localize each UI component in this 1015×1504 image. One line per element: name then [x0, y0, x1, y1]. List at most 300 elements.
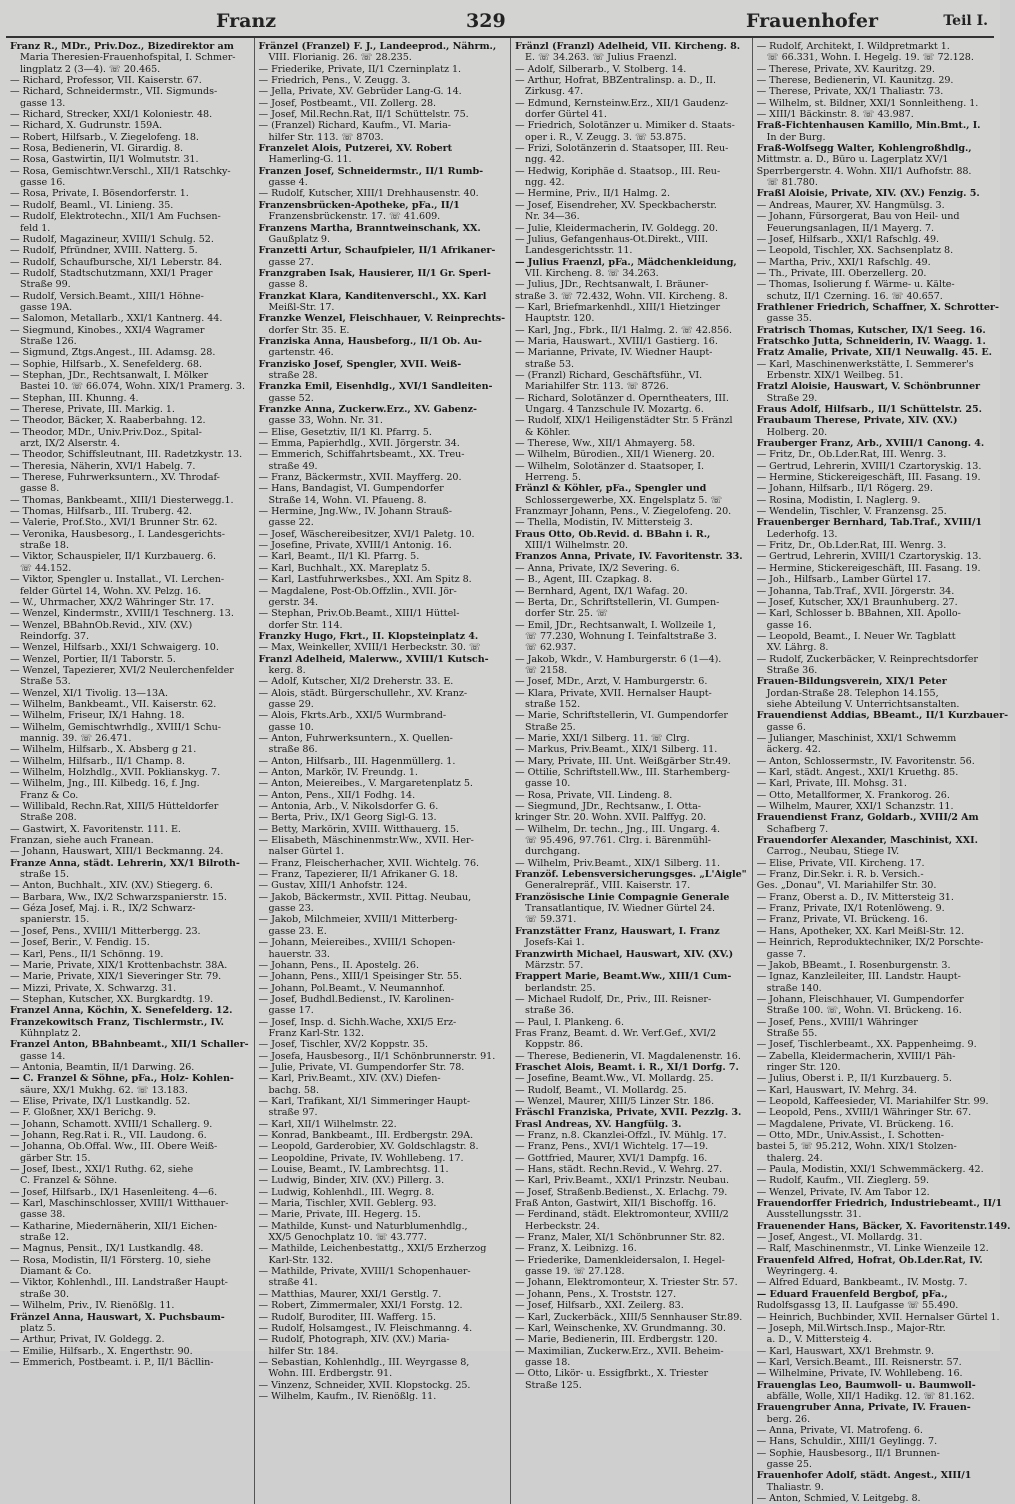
directory-entry: arzt, IX/2 Alserstr. 4. [20, 438, 120, 450]
directory-entry: — Julie, Kleidermacherin, IV. Goldegg. 20. [515, 222, 718, 234]
directory-entry: Karl-Str. 132. [268, 1254, 334, 1266]
directory-entry: Franzmayr Johann, Pens., V. Ziegelofeng. 20. [515, 506, 732, 518]
directory-entry: Fratrisch Thomas, Kutscher, IX/1 Seeg. 16. [756, 324, 986, 336]
directory-entry: — Marianne, Private, IV. Wiedner Haupt- [515, 347, 713, 359]
directory-entry: Franzkat Klara, Kanditenverschl., XX. Karl [258, 290, 487, 302]
directory-entry: abfälle, Wolle, XII/1 Hadikg. 12. ☏ 81.162. [766, 1390, 975, 1402]
directory-entry: — Josef, Hilfsarb., XXI. Zeilerg. 83. [515, 1300, 684, 1312]
directory-entry: — Leopoldine, Private, IV. Wohllebeng. 17. [258, 1152, 464, 1164]
directory-entry: straße 49. [268, 460, 318, 472]
directory-entry: — Richard, X. Gudrunstr. 159A. [10, 120, 163, 132]
directory-entry: — Gastwirt, X. Favoritenstr. 111. E. [10, 823, 181, 835]
directory-entry: Franzensbrückenstr. 17. ☏ 41.609. [268, 211, 441, 223]
directory-entry: — Wendelin, Tischler, V. Franzensg. 25. [756, 506, 947, 518]
directory-entry: — B., Agent, III. Czapkag. 8. [515, 574, 652, 586]
directory-entry: gasse 13. [20, 97, 66, 109]
directory-entry: — Alfred Eduard, Bankbeamt., IV. Mostg. 7. [756, 1277, 968, 1289]
directory-entry: — Josef, Postbeamt., VII. Zollerg. 28. [258, 97, 437, 109]
directory-entry: — Friedrich, Solotänzer u. Mimiker d. Staats- [515, 120, 735, 132]
directory-entry: Frathlener Friedrich, Schaffner, X. Schrotter- [756, 301, 999, 313]
directory-entry: — Ludwig, Kohlenhdl., III. Wegrg. 8. [258, 1186, 435, 1198]
directory-entry: — Sigmund, Ztgs.Angest., III. Adamsg. 28. [10, 347, 216, 359]
directory-entry: — Thella, Modistin, IV. Mittersteig 3. [515, 517, 693, 529]
directory-entry: ☏ 95.496, 97.761. Clrg. i. Bärenmühl- [525, 835, 711, 847]
directory-entry: — Wilhelm, st. Bildner, XXI/1 Sonnleitheng. 1. [756, 97, 979, 109]
directory-entry: — Marie, Private, XIX/1 Sieveringer Str. 79. [10, 971, 222, 983]
directory-entry: — F. Gloßner, XX/1 Berichg. 9. [10, 1107, 157, 1119]
directory-entry: — Josef, Angest., VI. Mollardg. 31. [756, 1232, 923, 1244]
directory-entry: — Johann, Pens., II. Apostelg. 26. [258, 959, 419, 971]
directory-entry: — Wenzel, Kindermstr., XVIII/1 Teschnerg. 13. [10, 608, 234, 620]
directory-entry: — Karl, Maschinschlosser, XVIII/1 Witthauer- [10, 1198, 229, 1210]
directory-entry: straße 30. [20, 1288, 69, 1300]
directory-entry: gasse 35. [766, 313, 812, 325]
directory-entry: — Antonia, Beamtin, II/1 Darwing. 26. [10, 1061, 195, 1073]
directory-entry: — Jakob, BBeamt., I. Rosenburgenstr. 3. [756, 959, 951, 971]
directory-entry: ☏ 77.230, Wohnung I. Teinfaltstraße 3. [525, 630, 717, 642]
directory-entry: — Adolf, Kutscher, XI/2 Dreherstr. 33. E. [258, 676, 454, 688]
directory-entry: — Johann, Fürsorgerat, Bau von Heil- und [756, 211, 960, 223]
directory-entry: — (Franzl) Richard, Geschäftsführ., VI. [515, 369, 703, 381]
directory-entry: — Leopold, Pens., XVIII/1 Währinger Str. 67. [756, 1107, 972, 1119]
directory-entry: — Viktor, Kohlenhdl., III. Landstraßer Haupt- [10, 1277, 228, 1289]
directory-entry: — Richard, Professor, VII. Kaiserstr. 67. [10, 75, 202, 87]
directory-entry: Herbeckstr. 24. [525, 1220, 600, 1232]
directory-entry: — Berta, Priv., IX/1 Georg Sigl-G. 13. [258, 812, 437, 824]
directory-entry: — Franz, X. Leibnizg. 16. [515, 1243, 637, 1255]
column-3 [511, 38, 753, 1504]
directory-entry: — Ferdinand, städt. Elektromonteur, XVIII/2 [515, 1209, 729, 1221]
directory-entry: gasse 8. [20, 483, 60, 495]
directory-entry: straße 140. [766, 982, 822, 994]
directory-entry: thalerg. 24. [766, 1152, 823, 1164]
directory-entry: Franzwirth Michael, Hauswart, XIV. (XV.) [515, 948, 734, 960]
directory-entry: — Wilhelm, Solotänzer d. Staatsoper, I. [515, 460, 704, 472]
directory-entry: berlandstr. 25. [525, 982, 596, 994]
directory-entry: — Josef, Hilfsarb., IX/1 Hasenleiteng. 4—6. [10, 1186, 218, 1198]
directory-entry: — Emilie, Hilfsarb., X. Engerthstr. 90. [10, 1345, 193, 1357]
directory-entry: Wohn. III. Erdbergstr. 91. [268, 1368, 393, 1380]
directory-entry: Straße 126. [20, 335, 77, 347]
directory-entry: — Hedwig, Koriphäe d. Staatsop., III. Reu- [515, 165, 721, 177]
directory-entry: Frauendorfer Alexander, Maschinist, XXI. [756, 835, 978, 847]
directory-entry: — Johann, Hilfsarb., II/1 Rögerg. 29. [756, 483, 933, 495]
directory-entry: gasse 52. [268, 392, 314, 404]
directory-entry: gasse 29. [268, 698, 314, 710]
directory-entry: gasse 25. [766, 1458, 812, 1470]
directory-entry: Franzel Anton, BBahnbeamt., XII/1 Schaller- [10, 1039, 249, 1051]
directory-entry: — Berta, Dr., Schriftstellerin, VI. Gumpen- [515, 596, 720, 608]
directory-entry: In der Burg. [766, 131, 826, 143]
directory-entry: Josefs-Kai 1. [525, 937, 585, 949]
directory-entry: — Karl, Priv.Beamt., XIV. (XV.) Diefen- [258, 1073, 441, 1085]
directory-entry: — Wilhelm, Maurer, XXI/1 Schanzstr. 11. [756, 801, 954, 813]
directory-entry: Frauenberger Bernhard, Tab.Traf., XVIII/1 [756, 517, 983, 529]
directory-entry: — Friederike, Damenkleidersalon, I. Hegel- [515, 1254, 725, 1266]
directory-entry: — Therese, Bedienerin, VI. Kaunitzg. 29. [756, 75, 954, 87]
directory-entry: Frauendienst Franz, Goldarb., XVIII/2 Am [756, 812, 979, 824]
directory-entry: straße 28. [268, 369, 318, 381]
directory-entry: — Josef, Tischlerbeamt., XX. Pappenheimg. 9. [756, 1039, 977, 1051]
part-label: Teil I. [943, 13, 988, 29]
directory-entry: — Karl, Hauswart, IV. Mehrg. 34. [756, 1084, 917, 1096]
directory-columns [6, 38, 1011, 1504]
directory-entry: — Leopold, Beamt., I. Neuer Wr. Tagblatt [756, 630, 956, 642]
directory-entry: — Louise, Beamt., IV. Lambrechtsg. 11. [258, 1164, 449, 1176]
directory-entry: VIII. Florianig. 26. ☏ 28.235. [268, 52, 412, 64]
directory-entry: — Marie, Private, III. Hegerg. 15. [258, 1209, 421, 1221]
directory-entry: — Ottilie, Schriftstell.Ww., III. Starhemberg- [515, 767, 730, 778]
directory-entry: gasse 10. [268, 721, 314, 733]
directory-entry: — Paula, Modistin, XXI/1 Schwemmäckerg. 42. [756, 1164, 984, 1176]
directory-entry: — Joh., Hilfsarb., Lamber Gürtel 17. [756, 574, 931, 586]
directory-entry: — Rosa, Private, I. Bösendorferstr. 1. [10, 188, 189, 200]
directory-entry: — Johann, Meiereibes., XVIII/1 Schopen- [258, 937, 456, 949]
directory-entry: Hamerling-G. 11. [268, 154, 352, 166]
directory-entry: siehe Abteilung V. Unterrichtsanstalten. [766, 698, 960, 710]
header-last-name: Frauenhofer [746, 10, 878, 32]
directory-entry: Carrog., Neubau, Stiege IV. [766, 846, 900, 858]
directory-entry: oper i. R., V. Zeugg. 3. ☏ 53.875. [525, 131, 687, 143]
directory-entry: — Marie, XXI/1 Silberg. 11. ☏ Clrg. [515, 732, 690, 744]
directory-entry: — Karl, Private, III. Mohsg. 31. [756, 778, 907, 790]
directory-entry: — Therese, Private, XV. Kauritzg. 29. [756, 63, 935, 75]
directory-entry: — Rudolf, Beaml., VI. Linieng. 35. [10, 199, 174, 211]
directory-entry: — Jakob, Bäckermstr., XVII. Pittag. Neubau, [258, 891, 472, 903]
directory-entry: — Therese, Bedienerin, VI. Magdalenenstr. 16. [515, 1050, 741, 1062]
directory-entry: Franzekowitsch Franz, Tischlermstr., IV. [10, 1016, 224, 1028]
directory-entry: felder Gürtel 14, Wohn. XV. Pelzg. 16. [20, 585, 202, 597]
directory-entry: — Fritz, Dr., Ob.Lder.Rat, III. Wenrg. 3. [756, 540, 947, 552]
directory-entry: — Johann, Pol.Beamt., V. Neumannhof. [258, 982, 445, 994]
directory-entry: — Salomon, Metallarb., XXI/1 Kantnerg. 44. [10, 313, 223, 325]
directory-entry: Weyringerg. 4. [766, 1266, 838, 1278]
page-header [6, 6, 994, 38]
directory-entry: ngg. 42. [525, 177, 565, 189]
directory-entry: — Anton, Markör, IV. Freundg. 1. [258, 767, 418, 778]
directory-entry: straße 3. ☏ 72.432, Wohn. VII. Kircheng. 8. [515, 290, 728, 302]
directory-entry: — Wilhelm, Kaufm., IV. Rienößlg. 11. [258, 1390, 437, 1402]
directory-entry: Maria Theresien-Frauenhofspital, I. Schmer- [20, 52, 236, 64]
directory-entry: gasse 23. [268, 903, 314, 915]
directory-entry: — Heinrich, Reproduktechniker, IX/2 Porschte- [756, 937, 984, 949]
directory-entry: — Heinrich, Buchbinder, XVII. Hernalser Gürtel 1. [756, 1311, 1000, 1323]
directory-entry: — Wenzel, Maurer, XIII/5 Linzer Str. 186. [515, 1095, 715, 1107]
directory-entry: — Franz, Maler, XI/1 Schönbrunner Str. 82. [515, 1232, 725, 1244]
directory-entry: spanierstr. 15. [20, 914, 90, 926]
directory-entry: — Wilhelm, Jng., III. Kilbedg. 16, f. Jng. [10, 778, 200, 790]
directory-entry: — Franz, Bäckermstr., XVII. Mayfferg. 20. [258, 472, 462, 484]
directory-entry: Schafberg 7. [766, 823, 829, 835]
directory-entry: Franzos Anna, Private, IV. Favoritenstr. 33. [515, 551, 743, 563]
directory-entry: ☏ 62.937. [525, 642, 577, 654]
directory-entry: platz 5. [20, 1322, 56, 1334]
directory-entry: Rudolfsgassg 13, II. Laufgasse ☏ 55.490. [756, 1300, 959, 1312]
directory-entry: — Johann, Pens., X. Troststr. 127. [515, 1288, 677, 1300]
directory-entry: — Magnus, Pensit., IX/1 Lustkandlg. 48. [10, 1243, 204, 1255]
directory-entry: — Edmund, Kernsteinw.Erz., XII/1 Gaudenz- [515, 97, 729, 109]
directory-entry: — Anton, Fuhrwerksuntern., X. Quellen- [258, 732, 453, 744]
directory-entry: — Thomas, Isolierung f. Wärme- u. Kälte- [756, 279, 955, 291]
directory-entry: — Leopold, Garderobier, XV. Goldschlagstr. 8. [258, 1141, 479, 1153]
directory-entry: — Mizzi, Private, X. Schwarzg. 31. [10, 982, 177, 994]
directory-entry: gasse 18. [525, 1356, 571, 1368]
directory-entry: — Leopold, Kaffeesieder, VI. Mariahilfer Str. 99. [756, 1095, 989, 1107]
directory-entry: — Matthias, Maurer, XXI/1 Gerstlg. 7. [258, 1288, 442, 1300]
directory-entry: — Antonia, Arb., V. Nikolsdorfer G. 6. [258, 801, 439, 813]
directory-entry: Franz Karl-Str. 132. [268, 1027, 364, 1039]
directory-entry: — Karl, Hauswart, XX/1 Brehmstr. 9. [756, 1345, 935, 1357]
directory-entry: straße 36. [525, 1005, 575, 1017]
directory-entry: — Paul, I. Plankeng. 6. [515, 1016, 624, 1028]
directory-entry: — Johann, Elektromonteur, X. Triester Str. 57. [515, 1277, 738, 1289]
directory-entry: — Anton, Schmied, V. Leitgebg. 8. [756, 1493, 921, 1504]
directory-entry: — Johanna, Ob.Offal. Ww., III. Obere Weiß- [10, 1141, 218, 1153]
directory-entry: — Marie, Schriftstellerin, VI. Gumpendorfer [515, 710, 728, 722]
directory-entry: — Martha, Priv., XXI/1 Rafschlg. 49. [756, 256, 931, 268]
directory-entry: — Karl, Jng., Fbrk., II/1 Halmg. 2. ☏ 42.856. [515, 324, 733, 336]
directory-entry: — Josef, Berir., V. Fendig. 15. [10, 937, 150, 949]
directory-entry: Holberg. 20. [766, 426, 828, 438]
directory-entry: — Wilhelm, Gemischtwrhdlg., XVIII/1 Schu- [10, 721, 221, 733]
directory-entry: gasse 22. [268, 517, 314, 529]
directory-entry: — Franz, Private, VI. Brückeng. 16. [756, 914, 928, 926]
directory-entry: — Hans, städt. Rechn.Revid., V. Wehrg. 27. [515, 1164, 723, 1176]
directory-entry: — Markus, Priv.Beamt., XIX/1 Silberg. 11. [515, 744, 718, 756]
directory-entry: — Ralf, Maschinenmstr., VI. Linke Wienzeile 12. [756, 1243, 989, 1255]
directory-entry: — Wilhelm, Hilfsarb., X. Absberg g 21. [10, 744, 197, 756]
directory-entry: — Rosa, Modistin, II/1 Försterg. 10, siehe [10, 1254, 211, 1266]
directory-entry: Frauenhofer Adolf, städt. Angest., XIII/1 [756, 1470, 972, 1482]
directory-entry: — Karl, Priv.Beamt., XXI/1 Prinzstr. Neubau. [515, 1175, 730, 1187]
directory-entry: — Rudolf, Beamt., VI. Mollardg. 25. [515, 1084, 687, 1096]
directory-entry: — Anna, Private, IX/2 Severing. 6. [515, 562, 680, 574]
directory-entry: straße 15. [20, 869, 69, 881]
directory-entry: gasse 19A. [20, 301, 73, 313]
directory-entry: — Josef, Pens., XVIII/1 Mitterbergg. 23. [10, 925, 201, 937]
directory-entry: kringer Str. 20. Wohn. XVII. Palffyg. 20. [515, 812, 707, 824]
directory-entry: kerg. 8. [268, 664, 306, 676]
directory-entry: — Wilhelm, Friseur, IX/1 Hahng. 18. [10, 710, 185, 722]
directory-entry: — Johann, Pens., XIII/1 Speisinger Str. 55. [258, 971, 462, 983]
directory-entry: Franze Anna, städt. Lehrerin, XX/1 Bilroth- [10, 857, 240, 869]
directory-entry: — Stephan, III. Khunng. 4. [10, 392, 139, 404]
directory-entry: — Stephan, Kutscher, XX. Burgkardtg. 19. [10, 993, 214, 1005]
directory-entry: — Sophie, Hilfsarb., X. Senefelderg. 68. [10, 358, 202, 370]
directory-entry: gasse 7. [766, 948, 806, 960]
directory-entry: — Rosa, Gastwirtin, II/1 Wolmutstr. 31. [10, 154, 199, 166]
directory-entry: — Rosina, Modistin, I. Naglerg. 9. [756, 494, 921, 506]
directory-entry: ☏ 44.152. [20, 562, 72, 574]
directory-entry: — Andreas, Maurer, XV. Hangmülsg. 3. [756, 199, 945, 211]
directory-entry: & Köhler. [525, 426, 571, 438]
directory-entry: — Elise, Gesetztiv, II/1 Kl. Pfarrg. 5. [258, 426, 432, 438]
directory-entry: — Josefine, Beamt.Ww., VI. Mollardg. 25. [515, 1073, 714, 1085]
directory-entry: Franzen Josef, Schneidermstr., II/1 Rumb- [258, 165, 484, 177]
directory-entry: — Johann, Fleischhauer, VI. Gumpendorfer [756, 993, 964, 1005]
directory-entry: — Stephan, JDr., Rechtsanwalt, I. Mölker [10, 369, 209, 381]
directory-entry: — Franz, Fleischerhacher, XVII. Wichtelg. 76. [258, 857, 480, 869]
directory-entry: ☏ 66.331, Wohn. I. Hegelg. 19. ☏ 72.128. [766, 52, 974, 64]
directory-entry: — Franz, Dir.Sekr. i. R. b. Versich.- [756, 869, 924, 881]
directory-entry: — Betty, Markörin, XVIII. Witthauerg. 15. [258, 823, 459, 835]
directory-entry: — Julius, JDr., Rechtsanwalt, I. Bräuner- [515, 279, 709, 291]
directory-entry: — Theresia, Näherin, XVI/1 Habelg. 7. [10, 460, 196, 472]
directory-entry: ☏ 59.371. [525, 914, 577, 926]
directory-entry: — Wenzel, XI/1 Tivolig. 13—13A. [10, 687, 168, 699]
directory-entry: — Karl, Briefmarkenhdl., XIII/1 Hietzinger [515, 301, 721, 313]
directory-entry: — Josef, Budhdl.Bedienst., IV. Karolinen- [258, 993, 454, 1005]
directory-entry: — Anton, Buchhalt., XIV. (XV.) Stiegerg. 6. [10, 880, 213, 892]
directory-entry: — XIII/1 Bäckinstr. 8. ☏ 43.987. [756, 109, 914, 121]
directory-entry: Fränzel (Franzel) F. J., Landeeprod., Nährm., [258, 41, 497, 52]
directory-entry: — Ludwig, Binder, XIV. (XV.) Pillerg. 3. [258, 1175, 445, 1187]
directory-entry: Franz & Co. [20, 789, 79, 801]
directory-entry: Franzel Anna, Köchin, X. Senefelderg. 12. [10, 1005, 233, 1017]
directory-entry: Frauen-Bildungsverein, XIX/1 Peter [756, 676, 947, 688]
directory-entry: Thaliastr. 9. [766, 1481, 824, 1493]
directory-entry: XIII/1 Wilhelmstr. 20. [525, 540, 629, 552]
directory-entry: — Maria, Hauswart., XVIII/1 Gastierg. 16. [515, 335, 718, 347]
directory-entry: — Theodor, Bäcker, X. Raaberbahng. 12. [10, 415, 206, 427]
directory-entry: — Magdalene, Post-Ob.Offzlin., XVII. Jör- [258, 585, 457, 597]
directory-entry: — Siegmund, Kinobes., XXI/4 Wagramer [10, 324, 205, 336]
directory-entry: — Sophie, Hausbesorg., II/1 Brunnen- [756, 1447, 940, 1459]
directory-entry: Straße 99. [20, 279, 71, 291]
directory-entry: gartenstr. 46. [268, 347, 334, 359]
directory-entry: — Josefine, Private, XVIII/1 Antonig. 16. [258, 540, 452, 552]
directory-entry: — Rudolf, Architekt, I. Wildpretmarkt 1. [756, 41, 950, 52]
directory-entry: — Anna, Private, VI. Matrofeng. 6. [756, 1424, 923, 1436]
directory-entry: — Jella, Private, XV. Gebrüder Lang-G. 14. [258, 86, 462, 98]
directory-entry: Frappert Marie, Beamt.Ww., XIII/1 Cum- [515, 971, 732, 983]
directory-entry: ☏ 81.780. [766, 177, 818, 189]
directory-entry: Ungarg. 4 Tanzschule IV. Mozartg. 6. [525, 404, 704, 415]
directory-entry: straße 86. [268, 744, 318, 756]
directory-entry: dorfer Gürtel 41. [525, 109, 607, 121]
directory-entry: — Wenzel, Portier, II/1 Taborstr. 5. [10, 653, 176, 665]
directory-entry: — Rudolf, Pfründner, XVIII. Natterg. 5. [10, 245, 198, 257]
directory-entry: — Emil, JDr., Rechtsanwalt, I. Wollzeile 1, [515, 619, 716, 631]
directory-entry: Lederhofg. 13. [766, 528, 838, 540]
directory-entry: Franzstätter Franz, Hauswart, I. Franz [515, 925, 720, 937]
directory-entry: — Rosa, Bedienerin, VI. Girardig. 8. [10, 143, 184, 155]
directory-entry: — Hermine, Stickereigeschäft, III. Fasang. 19. [756, 472, 981, 484]
directory-entry: — Karl, Beamt., II/1 Kl. Pfarrg. 5. [258, 551, 420, 563]
directory-entry: berg. 26. [766, 1413, 811, 1425]
directory-entry: mannig. 39. ☏ 26.471. [20, 732, 132, 744]
directory-entry: Franziska Anna, Hausbeforg., II/1 Ob. Au- [258, 335, 482, 347]
directory-entry: Franzke Anna, Zuckerw.Erz., XV. Gabenz- [258, 404, 477, 415]
directory-entry: — Franz, Oberst a. D., IV. Mittersteig 31. [756, 891, 954, 903]
directory-entry: — Wilhelm, Hilfsarb., II/1 Champ. 8. [10, 755, 186, 767]
directory-entry: gasse 4. [268, 177, 308, 189]
directory-entry: Franzan, siehe auch Franean. [10, 835, 154, 847]
directory-entry: Franzensbrücken-Apotheke, pFa., II/1 [258, 199, 460, 211]
directory-entry: Franzisko Josef, Spengler, XVII. Weiß- [258, 358, 462, 370]
directory-entry: — Katharine, Miedernäherin, XII/1 Eichen- [10, 1220, 218, 1232]
directory-entry: — (Franzel) Richard, Kaufm., VI. Maria- [258, 120, 451, 132]
directory-entry: — Josef, Kutscher, XX/1 Braunhuberg. 27. [756, 596, 958, 608]
directory-entry: — Magdalene, Private, VI. Brückeng. 16. [756, 1118, 954, 1130]
directory-entry: Erbenstr. XIX/1 Weilbeg. 51. [766, 369, 904, 381]
directory-entry: Märzstr. 57. [525, 959, 584, 971]
directory-entry: gärber Str. 15. [20, 1152, 91, 1164]
directory-entry: — Wilhelm, Priv., IV. Rienößlg. 11. [10, 1300, 175, 1312]
directory-entry: — Robert, Zimmermaler, XXI/1 Forstg. 12. [258, 1300, 463, 1312]
directory-entry: Fraßl Aloisie, Private, XIV. (XV.) Fenzig. 5. [756, 188, 980, 200]
directory-entry: Straße 208. [20, 812, 77, 824]
directory-entry: Franzens Martha, Branntweinschank, XX. [258, 222, 481, 234]
directory-entry: — Gustav, XIII/1 Anhofstr. 124. [258, 880, 408, 892]
directory-entry: — Elise, Private, VII. Kircheng. 17. [756, 857, 925, 869]
directory-entry: — Gertrud, Lehrerin, XVIII/1 Czartoryskig. 13. [756, 551, 982, 563]
directory-entry: Fraus Otto, Ob.Revid. d. BBahn i. R., [515, 528, 711, 540]
directory-entry: äckerg. 42. [766, 744, 821, 756]
directory-entry: Fraß-Fichtenhausen Kamillo, Min.Bmt., I. [756, 120, 981, 132]
directory-entry: — Josef, Mil.Rechn.Rat, II/1 Schüttelstr. 75. [258, 109, 469, 121]
directory-entry: — Johann, Reg.Rat i. R., VII. Laudong. 6. [10, 1130, 207, 1141]
directory-entry: — Viktor, Schauspieler, II/1 Kurzbauerg. 6. [10, 551, 217, 563]
column-1 [6, 38, 255, 1504]
directory-entry: gasse 10. [525, 778, 571, 790]
directory-entry: — Johann, Hauswart, XIII/1 Beckmanng. 24. [10, 846, 224, 858]
directory-entry: — Anton, Hilfsarb., III. Hagenmüllerg. 1. [258, 755, 456, 767]
directory-entry: — Hermine, Priv., II/1 Halmg. 2. [515, 188, 670, 200]
column-2 [255, 38, 512, 1504]
directory-entry: Franzetti Artur, Schaufpieler, II/1 Afrikaner- [258, 245, 496, 257]
directory-entry: — Josef, Eisendreher, XV. Speckbacherstr. [515, 199, 717, 211]
directory-entry: Mittmstr. a. D., Büro u. Lagerplatz XV/1 [756, 154, 949, 166]
directory-entry: — Rudolf, Kutscher, XIII/1 Drehhausenstr. 40. [258, 188, 479, 200]
directory-entry: — Rudolf, Kaufm., VII. Zieglerg. 59. [756, 1175, 930, 1187]
directory-entry: Straße 36. [766, 664, 818, 676]
directory-entry: — Karl, Pens., II/1 Schönng. 19. [10, 948, 164, 960]
directory-entry: — Therese, Ww., XII/1 Ahmayerg. 58. [515, 438, 696, 450]
directory-entry: Frauendienst Addias, BBeamt., II/1 Kurzbauer- [756, 710, 1009, 722]
directory-entry: — Julius Fraenzl, pFa., Mädchenkleidung, [515, 256, 737, 268]
directory-entry: — Mathilde, Kunst- und Naturblumenhdlg., [258, 1220, 468, 1232]
directory-entry: — Josef, Tischler, XV/2 Koppstr. 35. [258, 1039, 429, 1051]
directory-entry: — Rudolf, Photograph, XIV. (XV.) Maria- [258, 1334, 450, 1346]
directory-entry: Fratz Amalie, Private, XII/1 Neuwallg. 45. E. [756, 347, 992, 359]
directory-entry: — Karl, städt. Angest., XXI/1 Kruethg. 85. [756, 767, 959, 778]
directory-entry: Generalrepräf., VIII. Kaiserstr. 17. [525, 880, 691, 892]
directory-entry: — Hans, Schuldir., XIII/1 Geylingg. 7. [756, 1436, 938, 1448]
directory-entry: — Ignaz, Kanzleileiter, III. Landstr. Haupt- [756, 971, 961, 983]
directory-entry: straße 18. [20, 540, 69, 552]
directory-entry: — Karl, Weinschenke, XV. Grundmanng. 30. [515, 1322, 726, 1334]
directory-entry: — Mathilde, Private, XVIII/1 Schopenhauer- [258, 1266, 471, 1278]
directory-entry: — Siegmund, JDr., Rechtsanw., I. Otta- [515, 801, 701, 813]
directory-entry: — Viktor, Spengler u. Installat., VI. Lerchen- [10, 574, 225, 586]
directory-entry: — Josef, Hilfsarb., XXI/1 Rafschlg. 49. [756, 233, 940, 245]
directory-entry: feld 1. [20, 222, 51, 234]
directory-entry: Jordan-Straße 28. Telephon 14.155, [766, 687, 939, 699]
directory-entry: Fränzl (Franzl) Adelheid, VII. Kircheng. 8. [515, 41, 741, 52]
directory-entry: Straße 125. [525, 1379, 582, 1391]
directory-entry: — Wilhelm, Holzhdlg., XVII. Poklianskyg. 7. [10, 767, 221, 778]
directory-entry: Frauberger Franz, Arb., XVIII/1 Canong. 4. [756, 438, 985, 450]
directory-entry: — Josefa, Hausbesorg., II/1 Schönbrunnerstr. 91. [258, 1050, 496, 1062]
directory-entry: — Otto, Metallformer, X. Frankorog. 26. [756, 789, 950, 801]
directory-entry: — Willibald, Rechn.Rat, XIII/5 Hütteldorfer [10, 801, 219, 813]
directory-entry: Schlossergewerbe, XX. Engelsplatz 5. ☏ [525, 494, 723, 506]
directory-entry: — Otto, MDr., Univ.Assist., I. Schotten- [756, 1130, 944, 1141]
directory-entry: — Robert, Hilfsarb., V. Ziegelofeng. 18. [10, 131, 199, 143]
directory-entry: gasse 27. [268, 256, 314, 268]
directory-entry: — Anton, Meiereibes., V. Margaretenplatz 5. [258, 778, 473, 790]
